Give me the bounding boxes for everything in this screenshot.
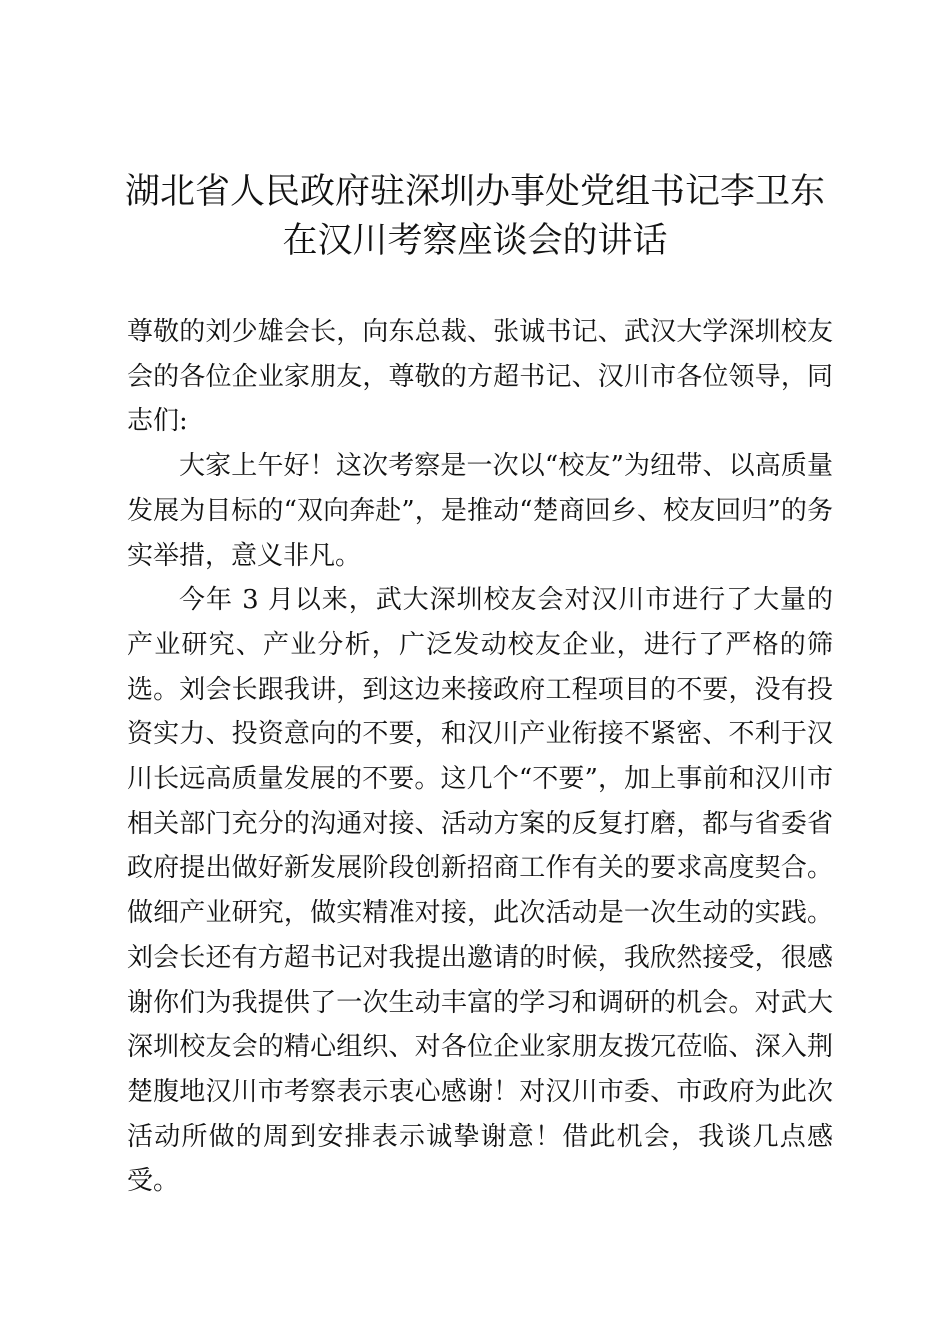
- paragraph-main: 今年 3 月以来，武大深圳校友会对汉川市进行了大量的产业研究、产业分析，广泛发动校友企业，进行了严格的筛选。刘会长跟我讲，到这边来接政府工程项目的不要，没有投资实力、投资意向的不要，和汉川产业衔接不紧密、不利于汉川长远高质量发展的不要。这几个“不要”，加上事前和汉川市相关部门充分的沟通对接、活动方案的反复打磨，都与省委省政府提出做好新发展阶段创新招商工作有关的要求高度契合。做细产业研究，做实精准对接，此次活动是一次生动的实践。刘会长还有方超书记对我提出邀请的时候，我欣然接受，很感谢你们为我提供了一次生动丰富的学习和调研的机会。对武大深圳校友会的精心组织、对各位企业家朋友拨冗莅临、深入荆楚腹地汉川市考察表示衷心感谢！对汉川市委、市政府为此次活动所做的周到安排表示诚挚谢意！借此机会，我谈几点感受。: [127, 585, 833, 1197]
- paragraph-greeting: 大家上午好！这次考察是一次以“校友”为纽带、以高质量发展为目标的“双向奔赴”，是推动“楚商回乡、校友回归”的务实举措，意义非凡。: [127, 451, 833, 571]
- document-body: [127, 310, 833, 1204]
- document-title: [100, 168, 850, 266]
- title-line-2: 在汉川考察座谈会的讲话: [282, 221, 668, 261]
- title-line-1: 湖北省人民政府驻深圳办事处党组书记李卫东: [124, 172, 825, 212]
- salutation: 尊敬的刘少雄会长，向东总裁、张诚书记、武汉大学深圳校友会的各位企业家朋友，尊敬的方超书记、汉川市各位领导，同志们:: [127, 317, 833, 437]
